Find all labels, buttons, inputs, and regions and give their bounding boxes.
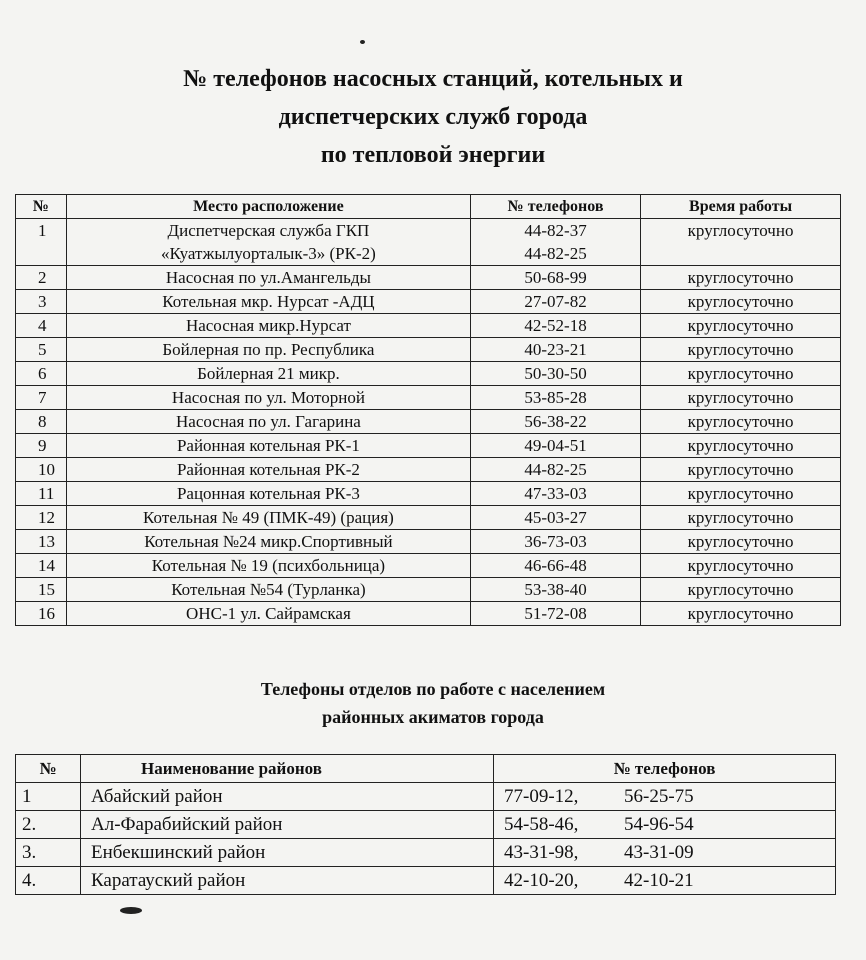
phone-primary: 42-10-20, [504,870,579,891]
phone-secondary: 54-96-54 [624,814,694,835]
header-phones: № телефонов [471,195,641,219]
table-row [16,266,841,290]
phone-primary: 54-58-46, [504,814,579,835]
district-akimat-table [15,754,836,895]
row-number: 3 [16,290,67,314]
table-row [16,554,841,578]
table-row [16,434,841,458]
table-row [16,578,841,602]
row-phone: 40-23-21 [471,338,641,362]
row-location: Насосная микр.Нурсат [66,314,470,338]
subtitle-line: районных акиматов города [322,707,544,727]
table-row [16,867,836,895]
table-row [16,530,841,554]
row-phone: 27-07-82 [471,290,641,314]
table-row [16,290,841,314]
row-location: Насосная по ул. Моторной [66,386,470,410]
table-row [16,839,836,867]
row-phone: 45-03-27 [471,506,641,530]
location-line: «Куатжылуорталык-3» (РК-2) [161,244,376,263]
table-row [16,362,841,386]
row-number: 15 [16,578,67,602]
phone-primary: 43-31-98, [504,842,579,863]
row-phone: 47-33-03 [471,482,641,506]
row-location: Котельная №24 микр.Спортивный [66,530,470,554]
row-number: 1 [16,783,81,811]
row-number: 9 [16,434,67,458]
row-district: Каратауский район [81,867,494,895]
row-district: Абайский район [81,783,494,811]
table-header-row [16,195,841,219]
row-phone: 50-30-50 [471,362,641,386]
row-hours: круглосуточно [641,290,841,314]
table-row [16,482,841,506]
table-row [16,219,841,266]
phone-secondary: 43-31-09 [624,842,694,863]
row-phone: 53-85-28 [471,386,641,410]
row-phones [471,219,641,266]
row-number: 1 [16,219,67,266]
row-number: 2 [16,266,67,290]
header-hours: Время работы [641,195,841,219]
table-row [16,410,841,434]
row-location [66,219,470,266]
row-location: ОНС-1 ул. Сайрамская [66,602,470,626]
row-hours: круглосуточно [641,506,841,530]
row-location: Котельная мкр. Нурсат -АДЦ [66,290,470,314]
location-line: Диспетчерская служба ГКП [167,221,370,240]
row-location: Котельная № 49 (ПМК-49) (рация) [66,506,470,530]
row-location: Бойлерная 21 микр. [66,362,470,386]
row-location: Бойлерная по пр. Республика [66,338,470,362]
row-number: 14 [16,554,67,578]
row-hours: круглосуточно [641,219,841,266]
row-phones [494,783,836,811]
header-number: № [16,195,67,219]
phone-line: 44-82-25 [524,244,587,263]
table-row [16,314,841,338]
table-row [16,783,836,811]
table-row [16,506,841,530]
row-phone: 53-38-40 [471,578,641,602]
row-number: 8 [16,410,67,434]
table-row [16,338,841,362]
row-hours: круглосуточно [641,314,841,338]
row-hours: круглосуточно [641,362,841,386]
row-location: Котельная №54 (Турланка) [66,578,470,602]
phone-primary: 77-09-12, [504,786,579,807]
section-subtitle [0,675,866,731]
row-number: 2. [16,811,81,839]
row-hours: круглосуточно [641,386,841,410]
heating-stations-table [15,194,841,626]
row-hours: круглосуточно [641,434,841,458]
row-number: 13 [16,530,67,554]
row-number: 11 [16,482,67,506]
row-number: 5 [16,338,67,362]
row-district: Ал-Фарабийский район [81,811,494,839]
row-location: Котельная № 19 (психбольница) [66,554,470,578]
row-number: 4 [16,314,67,338]
row-hours: круглосуточно [641,554,841,578]
row-phone: 56-38-22 [471,410,641,434]
header-location: Место расположение [66,195,470,219]
row-phone: 44-82-25 [471,458,641,482]
scan-speck [120,907,142,914]
row-location: Насосная по ул.Амангельды [66,266,470,290]
row-phone: 49-04-51 [471,434,641,458]
row-phones [494,867,836,895]
table-header-row [16,755,836,783]
row-hours: круглосуточно [641,530,841,554]
row-phone: 50-68-99 [471,266,641,290]
table-row [16,811,836,839]
row-hours: круглосуточно [641,578,841,602]
row-number: 4. [16,867,81,895]
row-hours: круглосуточно [641,410,841,434]
row-district: Енбекшинский район [81,839,494,867]
row-hours: круглосуточно [641,482,841,506]
table-row [16,386,841,410]
row-location: Рацонная котельная РК-3 [66,482,470,506]
row-phone: 51-72-08 [471,602,641,626]
row-hours: круглосуточно [641,602,841,626]
row-location: Районная котельная РК-2 [66,458,470,482]
row-number: 7 [16,386,67,410]
header-phones: № телефонов [494,755,836,783]
document-title [0,60,866,174]
row-phone: 36-73-03 [471,530,641,554]
row-location: Насосная по ул. Гагарина [66,410,470,434]
row-location: Районная котельная РК-1 [66,434,470,458]
table-row [16,458,841,482]
row-number: 6 [16,362,67,386]
row-number: 16 [16,602,67,626]
title-line: диспетчерских служб города [278,104,588,130]
header-number: № [16,755,81,783]
row-hours: круглосуточно [641,266,841,290]
phone-secondary: 56-25-75 [624,786,694,807]
row-number: 12 [16,506,67,530]
phone-line: 44-82-37 [524,221,587,240]
row-phone: 42-52-18 [471,314,641,338]
title-line: № телефонов насосных станций, котельных и [183,66,683,92]
row-number: 10 [16,458,67,482]
subtitle-line: Телефоны отделов по работе с населением [260,679,606,699]
row-phones [494,811,836,839]
title-line: по тепловой энергии [320,142,546,168]
scan-speck [360,40,365,44]
phone-secondary: 42-10-21 [624,870,694,891]
row-hours: круглосуточно [641,338,841,362]
row-number: 3. [16,839,81,867]
row-phone: 46-66-48 [471,554,641,578]
header-district: Наименование районов [81,755,494,783]
table-row [16,602,841,626]
row-phones [494,839,836,867]
row-hours: круглосуточно [641,458,841,482]
